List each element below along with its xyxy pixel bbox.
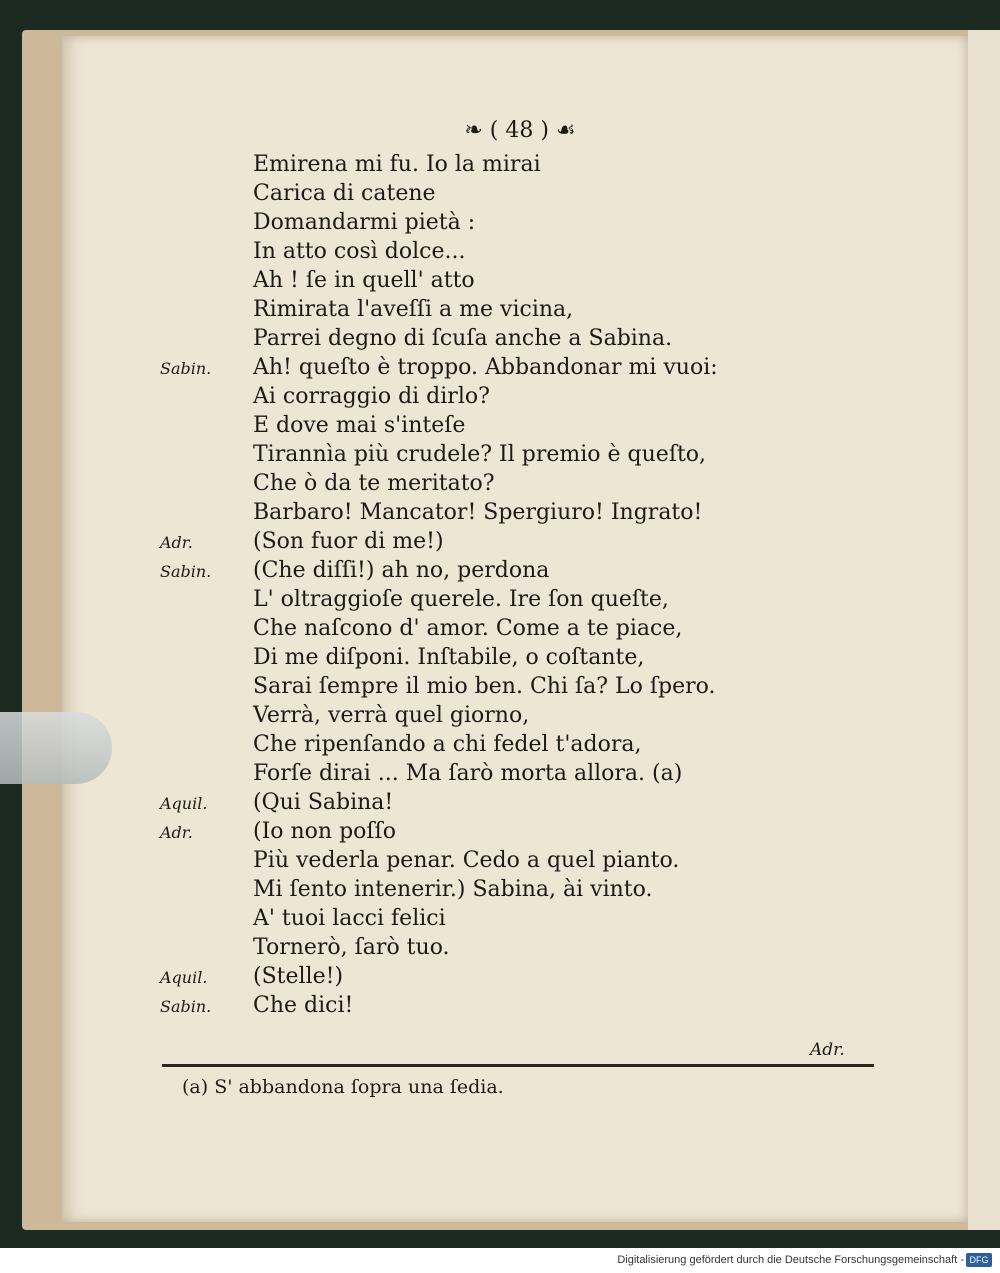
speaker-label: Aquil. [160,968,208,987]
verse-text: Emirena mi fu. Io la mirai [253,152,541,177]
footnote: (a) S' abbandona ſopra una ſedia. [182,1076,504,1098]
verse-line [160,413,880,442]
verse-line [160,993,880,1022]
verse-text: Carica di catene [253,181,436,206]
verse-line [160,964,880,993]
verse-line [160,819,880,848]
verse-line [160,326,880,355]
verse-line [160,239,880,268]
verse-text: Verrà, verrà quel giorno, [253,703,530,728]
verse-line [160,616,880,645]
verse-line [160,152,880,181]
verse-line [160,384,880,413]
verse-text: L' oltraggioſe querele. Ire ſon queſte, [253,587,669,612]
footnote-rule [162,1064,874,1067]
verse-text: Tirannìa più crudele? Il premio è queſto, [253,442,707,467]
verse-text: (Stelle!) [253,964,344,989]
verse-line [160,355,880,384]
verse-text: Mi ſento intenerir.) Sabina, ài vinto. [253,877,653,902]
verse-line [160,529,880,558]
verse-text: Ah ! ſe in quell' atto [253,268,475,293]
verse-text: In atto così dolce... [253,239,466,264]
speaker-label: Sabin. [160,359,212,378]
verse-text: Che ò da te meritato? [253,471,495,496]
verse-line [160,587,880,616]
verse-line [160,645,880,674]
page-header [440,118,600,143]
verse-text: (Qui Sabina! [253,790,394,815]
verse-text: A' tuoi lacci felici [253,906,446,931]
page-number: ( 48 ) [489,118,549,143]
verse-line [160,848,880,877]
ornament-right-icon: ☙ [555,118,576,143]
verse-line [160,790,880,819]
verse-text: Che naſcono d' amor. Come a te piace, [253,616,683,641]
verse-text: Domandarmi pietà : [253,210,476,235]
verse-text: Parrei degno di ſcuſa anche a Sabina. [253,326,673,351]
verse-text: Che dici! [253,993,354,1018]
verse-text: (Io non poſſo [253,819,396,844]
verse-line [160,500,880,529]
verse-text: Sarai ſempre il mio ben. Chi ſa? Lo ſpero. [253,674,716,699]
verse-line [160,268,880,297]
verse-line [160,471,880,500]
verse-text: (Che diſſi!) ah no, perdona [253,558,550,583]
verse-line [160,674,880,703]
verse-text: Ai corraggio di dirlo? [253,384,490,409]
verse-line [160,297,880,326]
verse-text: Che ripenſando a chi fedel t'adora, [253,732,642,757]
verse-line [160,877,880,906]
speaker-label: Aquil. [160,794,208,813]
catchword: Adr. [810,1040,845,1060]
verse-line [160,906,880,935]
verse-text: Forſe dirai ... Ma ſarò morta allora. (a) [253,761,683,786]
footer-bar [0,1248,1000,1273]
verse-line [160,703,880,732]
verse-line [160,210,880,239]
verse-text: Tornerò, ſarò tuo. [253,935,450,960]
verse-text: Di me diſponi. Inſtabile, o coſtante, [253,645,645,670]
dfg-logo-icon: DFG [966,1253,992,1267]
verse-text: Barbaro! Mancator! Spergiuro! Ingrato! [253,500,703,525]
page-clip [0,712,112,784]
verse-block [160,152,880,1022]
ornament-left-icon: ❧ [464,118,483,143]
speaker-label: Adr. [160,533,193,552]
verse-line [160,442,880,471]
verse-line [160,732,880,761]
verse-text: E dove mai s'inteſe [253,413,466,438]
facing-page-edge [968,30,1000,1230]
verse-text: Ah! queſto è troppo. Abbandonar mi vuoi: [253,355,718,380]
verse-line [160,558,880,587]
verse-text: Rimirata l'aveſſi a me vicina, [253,297,574,322]
footer-credit: Digitalisierung gefördert durch die Deutsche Forschungsgemeinschaft - [617,1254,964,1266]
speaker-label: Sabin. [160,562,212,581]
speaker-label: Adr. [160,823,193,842]
verse-line [160,761,880,790]
verse-text: (Son fuor di me!) [253,529,444,554]
verse-line [160,935,880,964]
verse-line [160,181,880,210]
verse-text: Più vederla penar. Cedo a quel pianto. [253,848,680,873]
speaker-label: Sabin. [160,997,212,1016]
